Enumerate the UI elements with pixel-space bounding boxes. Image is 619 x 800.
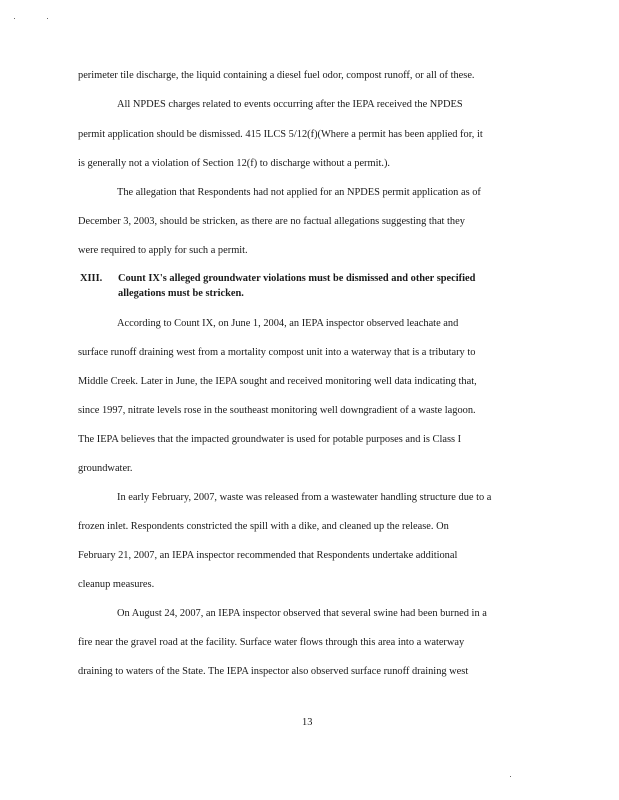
text-line: permit application should be dismissed. 415 ILCS 5/12(f)(Where a permit has been applied for, it	[78, 129, 483, 140]
page-number: 13	[302, 717, 313, 728]
text-line: The allegation that Respondents had not applied for an NPDES permit application as of	[117, 187, 481, 198]
text-line: December 3, 2003, should be stricken, as there are no factual allegations suggesting that they	[78, 216, 465, 227]
scan-speck	[510, 776, 511, 777]
text-line: Middle Creek. Later in June, the IEPA sought and received monitoring well data indicating that,	[78, 376, 477, 387]
text-line: draining to waters of the State. The IEPA inspector also observed surface runoff draining west	[78, 666, 469, 677]
scan-speck	[14, 18, 15, 19]
text-line: surface runoff draining west from a mortality compost unit into a waterway that is a tributary to	[78, 347, 476, 358]
text-line: According to Count IX, on June 1, 2004, an IEPA inspector observed leachate and	[117, 318, 459, 329]
text-line: frozen inlet. Respondents constricted the spill with a dike, and cleaned up the release. On	[78, 521, 449, 532]
text-line: In early February, 2007, waste was released from a wastewater handling structure due to a	[117, 492, 492, 503]
text-line: cleanup measures.	[78, 579, 155, 590]
text-line: All NPDES charges related to events occurring after the IEPA received the NPDES	[117, 99, 463, 110]
section-heading-line: Count IX's alleged groundwater violations must be dismissed and other specified	[118, 273, 476, 284]
section-number: XIII.	[80, 273, 103, 284]
text-line: February 21, 2007, an IEPA inspector recommended that Respondents undertake additional	[78, 550, 458, 561]
text-line: The IEPA believes that the impacted groundwater is used for potable purposes and is Class I	[78, 434, 462, 445]
text-line: fire near the gravel road at the facility. Surface water flows through this area into a waterway	[78, 637, 465, 648]
text-line: is generally not a violation of Section 12(f) to discharge without a permit.).	[78, 158, 391, 169]
section-heading-line: allegations must be stricken.	[118, 288, 244, 299]
text-line: were required to apply for such a permit.	[78, 245, 248, 256]
text-line: since 1997, nitrate levels rose in the southeast monitoring well downgradient of a waste lagoon.	[78, 405, 476, 416]
section-heading	[80, 273, 475, 284]
scan-speck	[47, 18, 48, 19]
text-line: On August 24, 2007, an IEPA inspector observed that several swine had been burned in a	[117, 608, 487, 619]
text-line: perimeter tile discharge, the liquid containing a diesel fuel odor, compost runoff, or all of these.	[78, 70, 475, 81]
text-line: groundwater.	[78, 463, 133, 474]
